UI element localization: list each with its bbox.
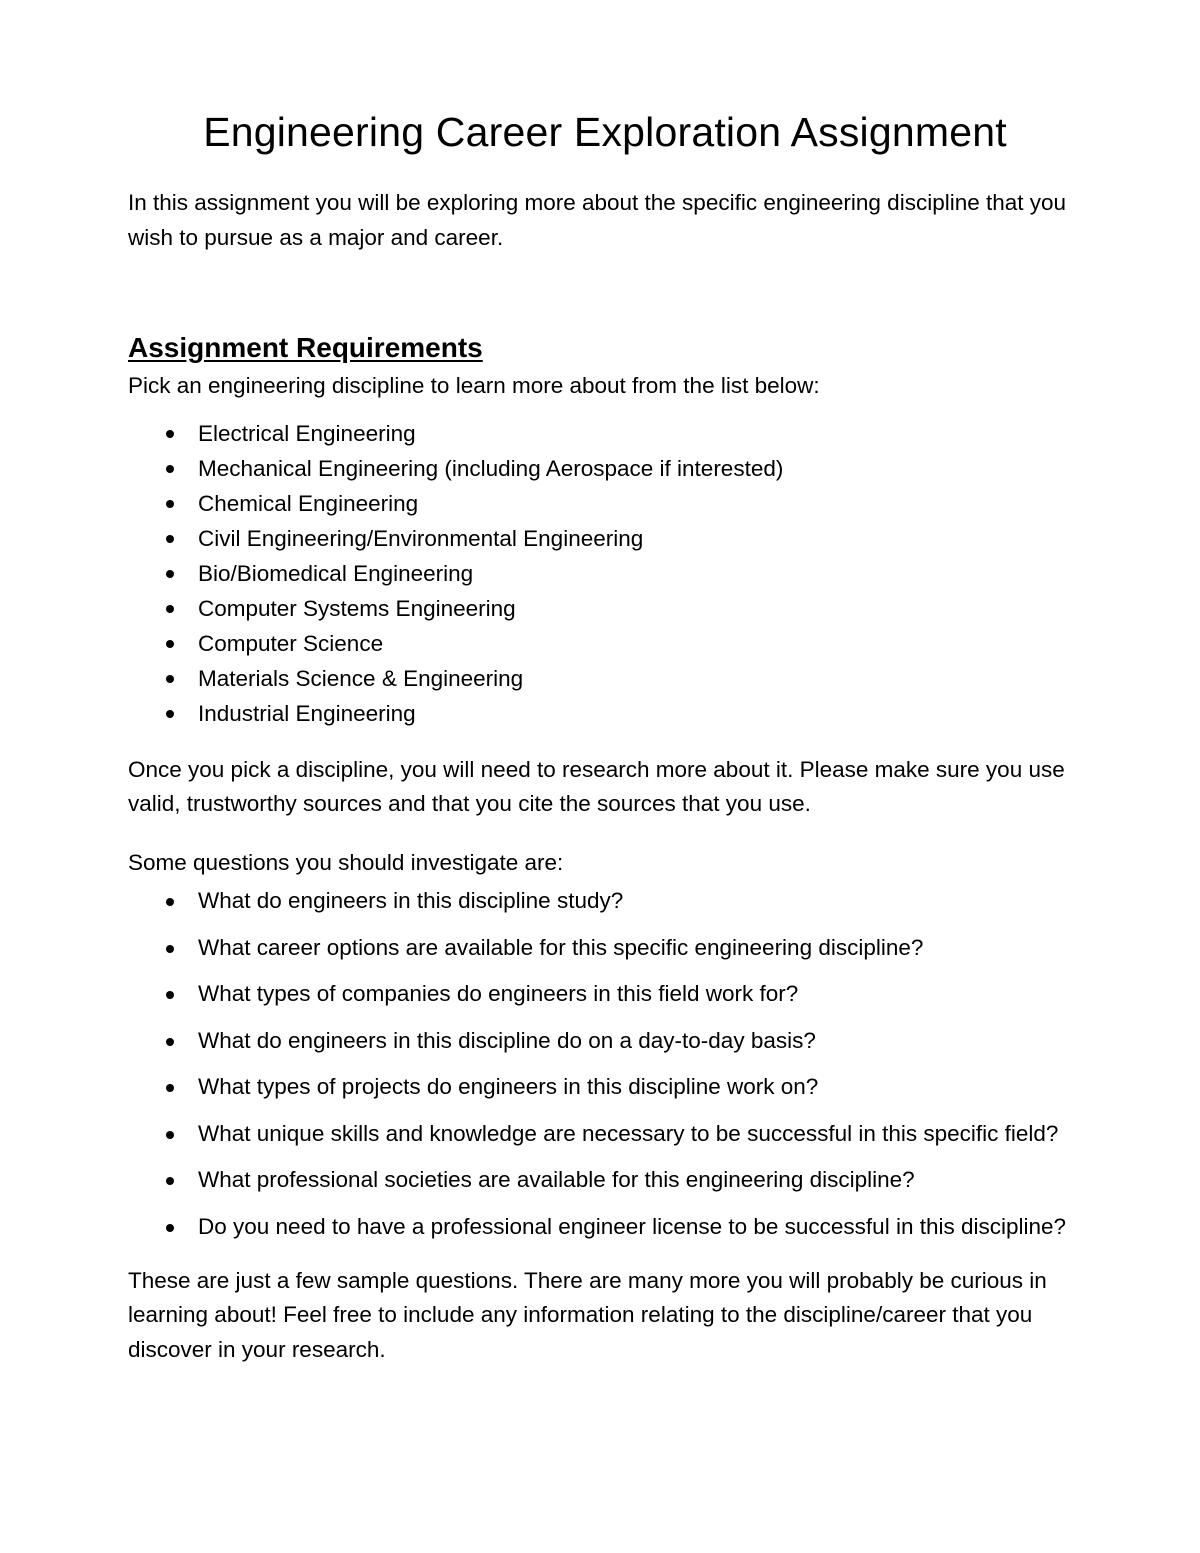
bullet-icon <box>166 1084 174 1092</box>
list-item <box>128 977 1082 1011</box>
list-item <box>128 931 1082 965</box>
list-item <box>128 591 1082 626</box>
discipline-label: Computer Science <box>198 630 384 656</box>
questions-intro: Some questions you should investigate are: <box>128 849 564 875</box>
question-text: What do engineers in this discipline study? <box>198 888 624 913</box>
bullet-icon <box>166 710 174 718</box>
bullet-icon <box>166 1131 174 1139</box>
bullet-icon <box>166 640 174 648</box>
bullet-icon <box>166 500 174 508</box>
bullet-icon <box>166 430 174 438</box>
question-text: What do engineers in this discipline do on a day-to-day basis? <box>198 1027 816 1053</box>
question-text: What career options are available for this specific engineering discipline? <box>198 934 924 960</box>
intro-paragraph: In this assignment you will be exploring more about the specific engineering discipline that you wish to pursue as a major and career. <box>128 190 1067 250</box>
list-item <box>128 451 1082 486</box>
bullet-icon <box>166 675 174 683</box>
list-item <box>128 1070 1082 1104</box>
research-paragraph: Once you pick a discipline, you will need to research more about it. Please make sure you use valid, trustworthy sources and that you cite the sources that you use. <box>128 756 1065 816</box>
discipline-label: Civil Engineering/Environmental Engineering <box>198 525 644 551</box>
closing-paragraph: These are just a few sample questions. There are many more you will probably be curious in learning about! Feel free to include any information relating to the discipline/career that you discover in your research. <box>128 1267 1047 1362</box>
question-text: What types of companies do engineers in this field work for? <box>198 981 799 1006</box>
discipline-label: Computer Systems Engineering <box>198 595 516 621</box>
question-text: What unique skills and knowledge are necessary to be successful in this specific field? <box>198 1120 1059 1146</box>
bullet-icon <box>166 1177 174 1185</box>
discipline-label: Industrial Engineering <box>198 700 416 726</box>
list-item <box>128 661 1082 696</box>
bullet-icon <box>166 1224 174 1232</box>
bullet-icon <box>166 465 174 473</box>
bullet-icon <box>166 1038 174 1046</box>
list-item <box>128 884 1082 918</box>
discipline-label: Bio/Biomedical Engineering <box>198 560 474 586</box>
discipline-label: Materials Science & Engineering <box>198 665 524 691</box>
discipline-list <box>128 416 1082 731</box>
discipline-label: Electrical Engineering <box>198 420 416 446</box>
question-list <box>128 884 1082 1244</box>
bullet-icon <box>166 570 174 578</box>
pick-instruction: Pick an engineering discipline to learn more about from the list below: <box>128 373 820 398</box>
bullet-icon <box>166 991 174 999</box>
bullet-icon <box>166 898 174 906</box>
list-item <box>128 416 1082 451</box>
discipline-label: Chemical Engineering <box>198 490 419 516</box>
list-item <box>128 556 1082 591</box>
question-text: What professional societies are available for this engineering discipline? <box>198 1167 915 1192</box>
list-item <box>128 1163 1082 1197</box>
list-item <box>128 626 1082 661</box>
list-item <box>128 1117 1082 1151</box>
section-heading: Assignment Requirements <box>128 332 483 363</box>
bullet-icon <box>166 605 174 613</box>
document-title: Engineering Career Exploration Assignment <box>203 109 1007 155</box>
bullet-icon <box>166 535 174 543</box>
question-text: Do you need to have a professional engineer license to be successful in this discipline? <box>198 1213 1067 1239</box>
discipline-label: Mechanical Engineering (including Aerospace if interested) <box>198 455 784 481</box>
list-item <box>128 696 1082 731</box>
bullet-icon <box>166 945 174 953</box>
question-text: What types of projects do engineers in this discipline work on? <box>198 1074 819 1099</box>
list-item <box>128 521 1082 556</box>
list-item <box>128 1024 1082 1058</box>
list-item <box>128 1210 1082 1244</box>
list-item <box>128 486 1082 521</box>
